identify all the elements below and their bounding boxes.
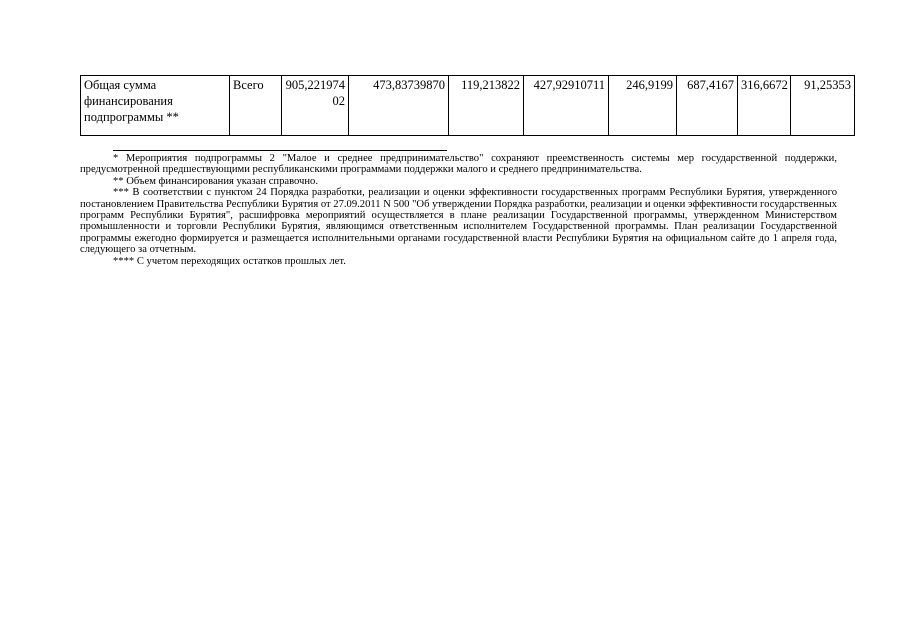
- table-cell: 246,9199: [609, 76, 677, 136]
- table-cell: 473,83739870: [349, 76, 449, 136]
- footnote: ** Объем финансирования указан справочно.: [113, 175, 318, 187]
- footnote-separator: [113, 150, 447, 151]
- row-type: Всего: [230, 76, 282, 136]
- table-cell: 427,92910711: [524, 76, 609, 136]
- table-cell: 316,6672: [738, 76, 791, 136]
- footnote: *** В соответствии с пунктом 24 Порядка разработки, реализации и оценки эффективности государственных программ Республики Бурятия, утвержденного постановлением Правительства Республики Бурятия от 27.09.2011 N 500 "Об утверждении Порядка разработки, реализации и оценки эффективности государственных программ Республики Бурятия", расшифровка мероприятий осуществляется в плане реализации Государственной программы, утвержденном Министерством промышленности и торговли Республики Бурятия, являющимся ответственным исполнителем Государственной программы. План реализации Государственной программы ежегодно формируется и размещается исполнительными органами государственной власти Республики Бурятия на официальном сайте до 1 апреля года, следующего за отчетным.: [80, 187, 837, 256]
- table-row: [81, 76, 855, 136]
- table-cell: 119,213822: [449, 76, 524, 136]
- financing-table: [80, 75, 855, 136]
- table-cell: 91,25353: [791, 76, 855, 136]
- table-cell: 905,22197402: [282, 76, 349, 136]
- table-cell: 687,4167: [677, 76, 738, 136]
- footnote: **** С учетом переходящих остатков прошлых лет.: [113, 255, 346, 267]
- row-label: Общая сумма финансирования подпрограммы **: [81, 76, 230, 136]
- footnotes: [80, 153, 837, 267]
- footnote: * Мероприятия подпрограммы 2 "Малое и среднее предпринимательство" сохраняют преемственность системы мер государственной поддержки, предусмотренной предшествующими республиканскими программами поддержки малого и среднего предпринимательства.: [80, 153, 837, 176]
